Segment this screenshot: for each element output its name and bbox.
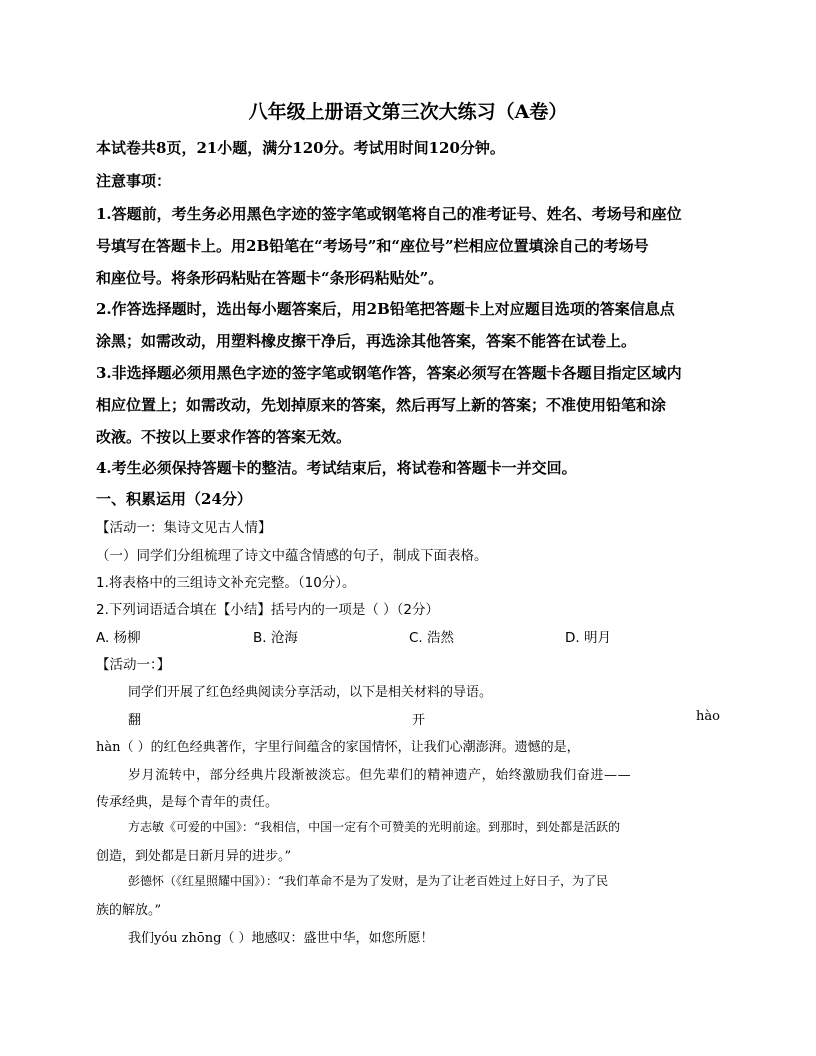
- notice-line-6: 3.非选择题必须用黑色字迹的签字笔或钢笔作答，答案必须写在答题卡各题目指定区域内: [96, 364, 682, 382]
- passage-line-4a: 岁月流转中，部分经典片段渐被淡忘。但先辈们的精神遗产，始终激励我们奋进——: [128, 768, 632, 783]
- section-heading: 一、积累运用（24分）: [96, 490, 252, 508]
- passage-word-1: 翻: [128, 713, 142, 728]
- page-title: 八年级上册语文第三次大练习（A卷）: [248, 101, 568, 123]
- notice-line-1: 1.答题前，考生务必用黑色字迹的签字笔或钢笔将自己的准考证号、姓名、考场号和座位: [96, 205, 682, 223]
- passage-line-3: hàn（ ）的红色经典著作，字里行间蕴含的家国情怀，让我们心潮澎湃。遗憾的是，: [96, 740, 580, 755]
- notice-line-2: 号填写在答题卡上。用2B铅笔在“考场号”和“座位号”栏相应位置填涂自己的考场号: [96, 237, 649, 255]
- question-1: 1.将表格中的三组诗文补充完整。（10分）。: [96, 575, 356, 591]
- notice-heading: 注意事项：: [96, 172, 172, 190]
- option-a: A. 杨柳: [96, 630, 141, 646]
- notice-line-8: 改液。不按以上要求作答的答案无效。: [96, 428, 352, 446]
- option-c: C. 浩然: [409, 630, 455, 646]
- activity-2-heading: 【活动一：】: [96, 657, 171, 673]
- passage-word-3: hào: [696, 709, 720, 724]
- notice-line-3: 和座位号。将条形码粘贴在答题卡“条形码粘贴处”。: [96, 269, 444, 287]
- passage-line-6a: 彭德怀（《红星照耀中国》）：“我们革命不是为了发财，是为了让老百姓过上好日子，为了民: [128, 874, 609, 888]
- passage-spread-line: [128, 709, 720, 728]
- activity-1-heading: 【活动一：集诗文见古人情】: [96, 520, 272, 536]
- notice-line-9: 4.考生必须保持答题卡的整洁。考试结束后，将试卷和答题卡一并交回。: [96, 459, 577, 477]
- passage-line-6b: 族的解放。”: [96, 903, 162, 918]
- passage-line-5b: 创造，到处都是日新月异的进步。”: [96, 849, 292, 864]
- question-2-options: [96, 626, 720, 646]
- passage-line-4b: 传承经典，是每个青年的责任。: [96, 795, 279, 810]
- passage-line-5a: 方志敏《可爱的中国》：“我相信，中国一定有个可赞美的光明前途。到那时，到处都是活跃的: [128, 820, 621, 834]
- notice-line-4: 2.作答选择题时，选出每小题答案后，用2B铅笔把答题卡上对应题目选项的答案信息点: [96, 300, 675, 318]
- notice-line-7: 相应位置上；如需改动，先划掉原来的答案，然后再写上新的答案；不准使用铅笔和涂: [96, 396, 667, 414]
- subsection-1: （一）同学们分组梳理了诗文中蕴含情感的句子，制成下面表格。: [96, 548, 488, 564]
- passage-line-7: 我们yóu zhōng（ ）地感叹：盛世中华，如您所愿！: [128, 931, 434, 946]
- passage-word-2: 开: [412, 713, 426, 728]
- option-b: B. 沧海: [253, 630, 298, 646]
- option-d: D. 明月: [565, 630, 611, 646]
- passage-intro: 同学们开展了红色经典阅读分享活动，以下是相关材料的导语。: [128, 685, 493, 700]
- exam-intro: 本试卷共8页，21小题，满分120分。考试用时间120分钟。: [96, 139, 505, 157]
- notice-line-5: 涂黑；如需改动，用塑料橡皮擦干净后，再选涂其他答案，答案不能答在试卷上。: [96, 332, 637, 350]
- question-2: 2.下列词语适合填在【小结】括号内的一项是（ ）（2分）: [96, 602, 440, 618]
